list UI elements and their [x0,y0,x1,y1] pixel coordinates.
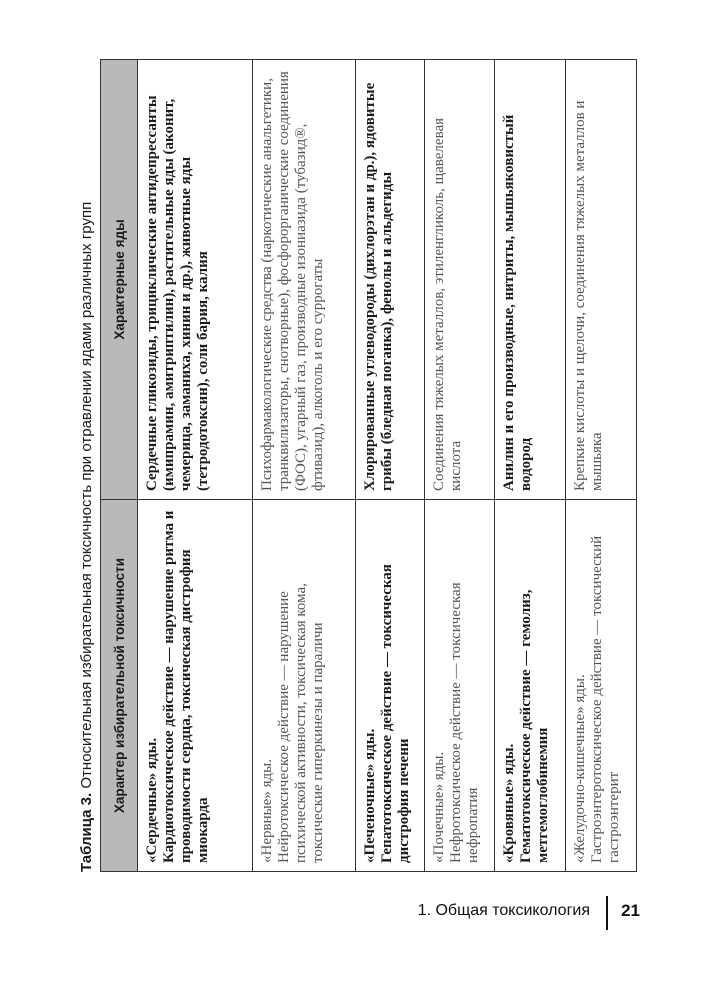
table-row [425,60,495,872]
cell-poisons: Хлорированные углеводороды (дихлорэтан и др.), ядовитые грибы (бледная поганка), фенолы и альдегиды [356,60,425,500]
table-header-row [101,60,138,872]
cell-toxicity: «Кровяные» яды. Гематотоксическое действие — гемолиз, метгемоглобинемия [495,500,566,872]
page-number: 21 [621,901,640,920]
table-row [495,60,566,872]
cell-toxicity: «Печеночные» яды. Гепатотоксическое действие — токсическая дистрофия печени [356,500,425,872]
page-footer [417,896,654,930]
table-row [356,60,425,872]
table-row [253,60,356,872]
cell-poisons: Соединения тяжелых металлов, этиленгликоль, щавелевая кислота [425,60,495,500]
rotated-table-block [78,60,622,872]
toxicity-table [100,59,637,872]
header-poisons: Характерные яды [101,60,138,500]
cell-poisons: Сердечные гликозиды, трициклические антидепрессанты (имипрамин, амитриптилин), растительные яды (аконит, чемерица, заманиха, хинин и др.), животные яды (тетродотоксин), соли бария, калия [138,60,253,500]
table-row [138,60,253,872]
cell-toxicity: «Сердечные» яды. Кардиотоксическое действие — нарушение ритма и проводимости сердца, токсическая дистрофия миокарда [138,500,253,872]
cell-poisons: Психофармакологические средства (наркотические анальгетики, транквилизаторы, снотворные), фосфорорганические соединения (ФОС), угарный газ, производные изониазида (тубазид®, фтивазид), алкоголь и его суррогаты [253,60,356,500]
table-row [566,60,637,872]
table-caption [78,60,98,872]
cell-toxicity: «Нервные» яды. Нейротоксическое действие — нарушение психической активности, токсическая кома, токсические гиперкинезы и параличи [253,500,356,872]
cell-toxicity: «Желудочно-кишечные» яды. Гастроэнтеротоксическое действие — токсический гастроэнтерит [566,500,637,872]
caption-text: Относительная избирательная токсичность при отравлении ядами различных групп [78,201,95,793]
cell-poisons: Анилин и его производные, нитриты, мышьяковистый водород [495,60,566,500]
cell-toxicity: «Почечные» яды. Нефротоксическое действие — токсическая нефропатия [425,500,495,872]
section-title: 1. Общая токсикология [417,902,590,919]
cell-poisons: Крепкие кислоты и щелочи, соединения тяжелых металлов и мышьяка [566,60,637,500]
footer-divider [606,896,608,930]
caption-label: Таблица 3. [78,792,95,872]
header-toxicity: Характер избирательной токсичности [101,500,138,872]
